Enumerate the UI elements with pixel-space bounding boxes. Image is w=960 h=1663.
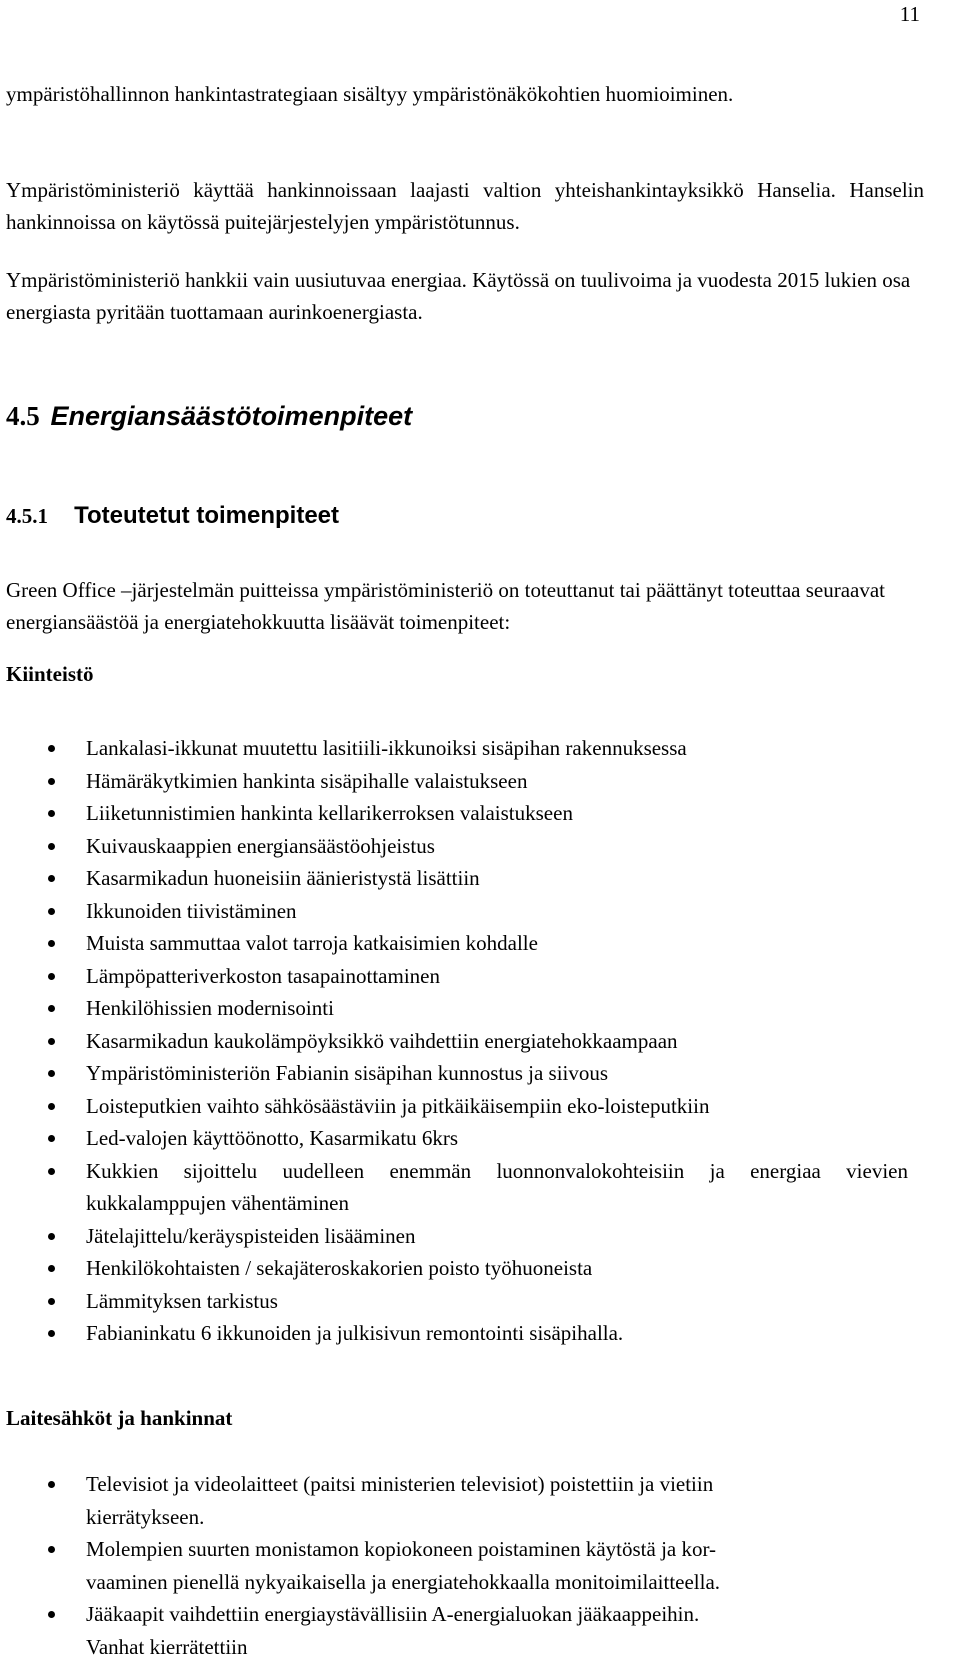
list-item: Kuivauskaappien energiansäästöohjeistus bbox=[0, 830, 930, 863]
list-item: Muista sammuttaa valot tarroja katkaisimien kohdalle bbox=[0, 927, 930, 960]
list-item: Liiketunnistimien hankinta kellarikerroksen valaistukseen bbox=[0, 797, 930, 830]
kiinteisto-heading: Kiinteistö bbox=[6, 662, 94, 686]
list-item: Loisteputkien vaihto sähkösäästäviin ja pitkäikäisempiin eko-loisteputkiin bbox=[0, 1090, 930, 1123]
laitesahkot-heading: Laitesähköt ja hankinnat bbox=[6, 1406, 233, 1430]
laitesahkot-list bbox=[0, 1468, 930, 1663]
subsection-title: Toteutetut toimenpiteet bbox=[74, 502, 340, 529]
list-item: Ympäristöministeriön Fabianin sisäpihan kunnostus ja siivous bbox=[0, 1057, 930, 1090]
list-item: Jätelajittelu/keräyspisteiden lisääminen bbox=[0, 1220, 930, 1253]
list-item: Fabianinkatu 6 ikkunoiden ja julkisivun remontointi sisäpihalla. bbox=[0, 1317, 930, 1350]
list-item: Henkilöhissien modernisointi bbox=[0, 992, 930, 1025]
paragraph-renewable-energy: Ympäristöministeriö hankkii vain uusiutuvaa energiaa. Käytössä on tuulivoima ja vuodesta 2015 lukien osa energiasta pyritään tuottamaan aurinkoenergiasta. bbox=[6, 268, 911, 324]
list-item: Hämäräkytkimien hankinta sisäpihalle valaistukseen bbox=[0, 765, 930, 798]
list-item: Ikkunoiden tiivistäminen bbox=[0, 895, 930, 928]
subsection-heading bbox=[6, 500, 339, 532]
subsection-intro: Green Office –järjestelmän puitteissa ympäristöministeriö on toteuttanut tai päättänyt toteuttaa seuraavat energiansäästöä ja energiatehokkuutta lisäävät toimenpiteet: bbox=[6, 578, 885, 634]
list-item: Jääkaapit vaihdettiin energiaystävällisiin A-energialuokan jääkaappeihin. Vanhat kierrätettiin bbox=[0, 1598, 930, 1663]
list-item: Lämmityksen tarkistus bbox=[0, 1285, 930, 1318]
list-item: Henkilökohtaisten / sekajäteroskakorien poisto työhuoneista bbox=[0, 1252, 930, 1285]
list-item: Led-valojen käyttöönotto, Kasarmikatu 6krs bbox=[0, 1122, 930, 1155]
list-item: Televisiot ja videolaitteet (paitsi ministerien televisiot) poistettiin ja vietiin kierrätykseen. bbox=[0, 1468, 930, 1533]
list-item: Lankalasi-ikkunat muutettu lasitiili-ikkunoiksi sisäpihan rakennuksessa bbox=[0, 732, 930, 765]
paragraph-procurement-strategy: ympäristöhallinnon hankintastrategiaan sisältyy ympäristönäkökohtien huomioiminen. bbox=[6, 82, 734, 106]
page-number: 11 bbox=[899, 2, 920, 26]
kiinteisto-list bbox=[0, 732, 930, 1350]
list-item: Lämpöpatteriverkoston tasapainottaminen bbox=[0, 960, 930, 993]
subsection-number: 4.5.1 bbox=[6, 504, 48, 528]
list-item: Kasarmikadun huoneisiin äänieristystä lisättiin bbox=[0, 862, 930, 895]
section-number: 4.5 bbox=[6, 401, 40, 431]
list-item: Kukkien sijoittelu uudelleen enemmän luonnonvalokohteisiin ja energiaa vievien kukkalamppujen vähentäminen bbox=[0, 1155, 930, 1220]
list-item: Molempien suurten monistamon kopiokoneen poistaminen käytöstä ja kor- vaaminen pienellä nykyaikaisella ja energiatehokkaalla monitoimilaitteella. bbox=[0, 1533, 930, 1598]
list-item: Kasarmikadun kaukolämpöyksikkö vaihdettiin energiatehokkaampaan bbox=[0, 1025, 930, 1058]
section-title: Energiansäästötoimenpiteet bbox=[50, 401, 413, 431]
section-heading bbox=[6, 398, 412, 434]
paragraph-hansel: Ympäristöministeriö käyttää hankinnoissaan laajasti valtion yhteishankintayksikkö Hanselia. Hanselin hankinnoissa on käytössä puitejärjestelyjen ympäristötunnus. bbox=[6, 178, 924, 234]
